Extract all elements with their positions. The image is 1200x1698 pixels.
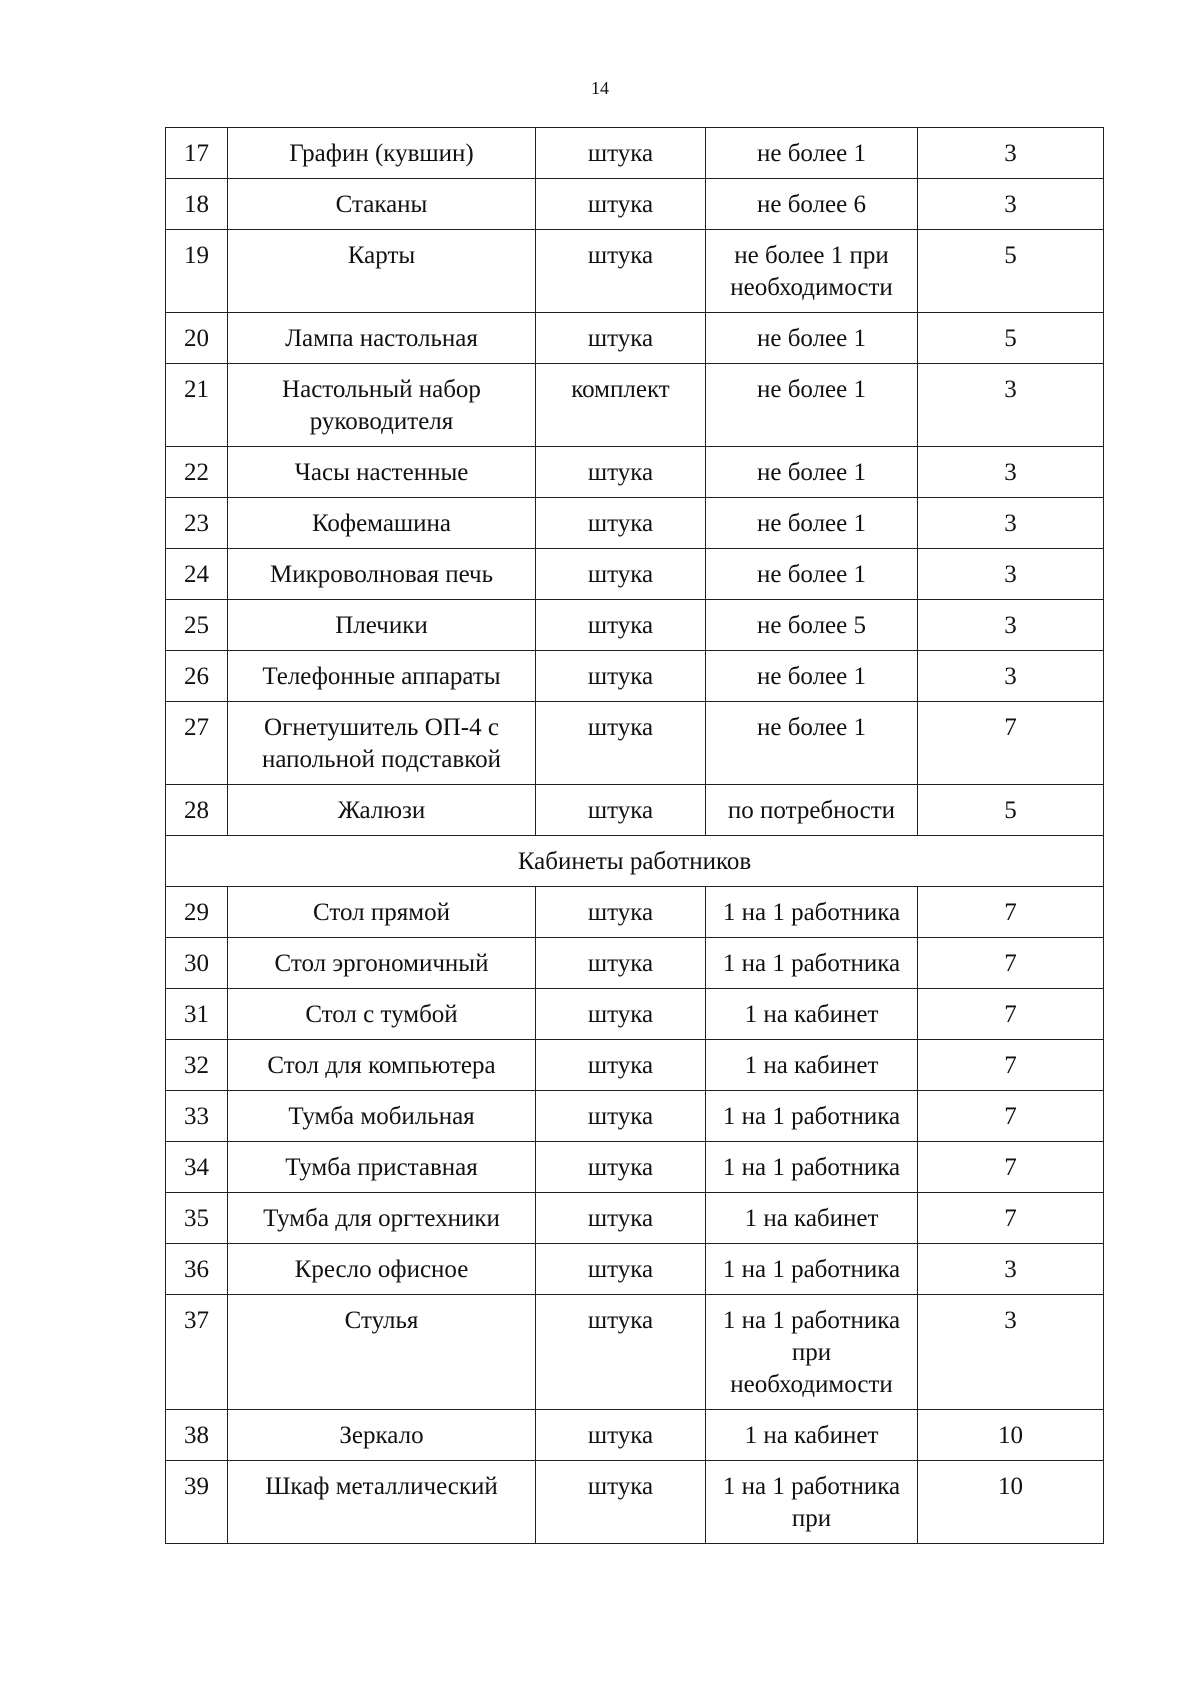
cell-number: 20	[166, 313, 228, 364]
cell-number: 31	[166, 989, 228, 1040]
cell-name: Лампа настольная	[228, 313, 536, 364]
cell-term: 7	[918, 887, 1104, 938]
cell-unit: штука	[536, 1193, 706, 1244]
cell-term: 3	[918, 447, 1104, 498]
cell-quantity: 1 на кабинет	[706, 989, 918, 1040]
cell-unit: штука	[536, 1040, 706, 1091]
table-row	[166, 702, 1104, 785]
cell-number: 33	[166, 1091, 228, 1142]
cell-unit: штука	[536, 989, 706, 1040]
cell-name: Тумба приставная	[228, 1142, 536, 1193]
cell-term: 7	[918, 1091, 1104, 1142]
table-row	[166, 549, 1104, 600]
cell-number: 23	[166, 498, 228, 549]
cell-unit: штука	[536, 498, 706, 549]
cell-unit: штука	[536, 1244, 706, 1295]
cell-term: 3	[918, 549, 1104, 600]
cell-term: 3	[918, 651, 1104, 702]
cell-name: Зеркало	[228, 1410, 536, 1461]
table-row	[166, 651, 1104, 702]
cell-number: 18	[166, 179, 228, 230]
cell-name: Жалюзи	[228, 785, 536, 836]
cell-number: 21	[166, 364, 228, 447]
table-row	[166, 938, 1104, 989]
cell-name: Стулья	[228, 1295, 536, 1410]
cell-quantity: не более 1	[706, 651, 918, 702]
cell-unit: штука	[536, 1142, 706, 1193]
cell-name: Часы настенные	[228, 447, 536, 498]
cell-number: 35	[166, 1193, 228, 1244]
table-row	[166, 785, 1104, 836]
cell-unit: штука	[536, 1091, 706, 1142]
cell-quantity: не более 1	[706, 313, 918, 364]
cell-number: 29	[166, 887, 228, 938]
cell-quantity: не более 6	[706, 179, 918, 230]
cell-number: 25	[166, 600, 228, 651]
cell-name: Стол эргономичный	[228, 938, 536, 989]
table-row	[166, 1040, 1104, 1091]
cell-quantity: не более 1	[706, 364, 918, 447]
cell-quantity: 1 на 1 работника	[706, 938, 918, 989]
cell-name: Графин (кувшин)	[228, 128, 536, 179]
cell-quantity: не более 1	[706, 128, 918, 179]
cell-name: Кресло офисное	[228, 1244, 536, 1295]
cell-unit: штука	[536, 447, 706, 498]
table-row	[166, 128, 1104, 179]
cell-name: Тумба мобильная	[228, 1091, 536, 1142]
table-row	[166, 1244, 1104, 1295]
cell-term: 10	[918, 1410, 1104, 1461]
cell-quantity: 1 на кабинет	[706, 1410, 918, 1461]
cell-quantity: по потребности	[706, 785, 918, 836]
cell-unit: штука	[536, 128, 706, 179]
cell-unit: штука	[536, 549, 706, 600]
table-row	[166, 313, 1104, 364]
table-row	[166, 230, 1104, 313]
cell-quantity: 1 на 1 работника при необходимости	[706, 1295, 918, 1410]
cell-unit: комплект	[536, 364, 706, 447]
table-row	[166, 447, 1104, 498]
table-row	[166, 1295, 1104, 1410]
cell-unit: штука	[536, 1461, 706, 1544]
cell-name: Стаканы	[228, 179, 536, 230]
cell-quantity: 1 на 1 работника	[706, 1091, 918, 1142]
cell-term: 5	[918, 230, 1104, 313]
cell-number: 39	[166, 1461, 228, 1544]
table-row	[166, 887, 1104, 938]
cell-number: 17	[166, 128, 228, 179]
cell-quantity: 1 на 1 работника	[706, 1244, 918, 1295]
cell-name: Стол для компьютера	[228, 1040, 536, 1091]
cell-term: 3	[918, 1295, 1104, 1410]
table-row	[166, 1091, 1104, 1142]
cell-quantity: не более 1	[706, 447, 918, 498]
cell-term: 7	[918, 989, 1104, 1040]
cell-name: Шкаф металлический	[228, 1461, 536, 1544]
cell-number: 28	[166, 785, 228, 836]
cell-quantity: не более 1	[706, 549, 918, 600]
cell-unit: штука	[536, 230, 706, 313]
cell-term: 3	[918, 179, 1104, 230]
table-row	[166, 364, 1104, 447]
cell-name: Микроволновая печь	[228, 549, 536, 600]
cell-name: Стол с тумбой	[228, 989, 536, 1040]
cell-unit: штука	[536, 785, 706, 836]
cell-name: Стол прямой	[228, 887, 536, 938]
section-row	[166, 836, 1104, 887]
cell-unit: штука	[536, 938, 706, 989]
cell-name: Карты	[228, 230, 536, 313]
table-row	[166, 498, 1104, 549]
cell-unit: штука	[536, 313, 706, 364]
cell-quantity: не более 5	[706, 600, 918, 651]
cell-quantity: не более 1	[706, 702, 918, 785]
cell-number: 27	[166, 702, 228, 785]
cell-number: 38	[166, 1410, 228, 1461]
cell-name: Огнетушитель ОП-4 с напольной подставкой	[228, 702, 536, 785]
cell-number: 34	[166, 1142, 228, 1193]
cell-unit: штука	[536, 887, 706, 938]
table-row	[166, 1461, 1104, 1544]
cell-term: 5	[918, 785, 1104, 836]
cell-name: Кофемашина	[228, 498, 536, 549]
cell-name: Настольный набор руководителя	[228, 364, 536, 447]
cell-name: Тумба для оргтехники	[228, 1193, 536, 1244]
cell-unit: штука	[536, 600, 706, 651]
cell-unit: штука	[536, 702, 706, 785]
table-row	[166, 600, 1104, 651]
cell-quantity: не более 1	[706, 498, 918, 549]
cell-term: 3	[918, 128, 1104, 179]
cell-term: 7	[918, 1040, 1104, 1091]
cell-term: 3	[918, 364, 1104, 447]
cell-term: 5	[918, 313, 1104, 364]
cell-number: 26	[166, 651, 228, 702]
table-row	[166, 989, 1104, 1040]
page-number: 14	[591, 78, 609, 98]
cell-unit: штука	[536, 651, 706, 702]
equipment-table	[165, 127, 1104, 1544]
cell-name: Телефонные аппараты	[228, 651, 536, 702]
cell-quantity: 1 на 1 работника	[706, 1142, 918, 1193]
section-title: Кабинеты работников	[166, 836, 1104, 887]
cell-number: 22	[166, 447, 228, 498]
cell-quantity: 1 на кабинет	[706, 1193, 918, 1244]
cell-term: 3	[918, 1244, 1104, 1295]
cell-unit: штука	[536, 1410, 706, 1461]
cell-number: 24	[166, 549, 228, 600]
cell-quantity: 1 на 1 работника	[706, 887, 918, 938]
cell-term: 7	[918, 1193, 1104, 1244]
cell-term: 7	[918, 702, 1104, 785]
cell-term: 7	[918, 938, 1104, 989]
cell-unit: штука	[536, 1295, 706, 1410]
cell-number: 37	[166, 1295, 228, 1410]
cell-name: Плечики	[228, 600, 536, 651]
table-row	[166, 1142, 1104, 1193]
table-row	[166, 179, 1104, 230]
cell-quantity: 1 на кабинет	[706, 1040, 918, 1091]
cell-number: 19	[166, 230, 228, 313]
cell-number: 36	[166, 1244, 228, 1295]
cell-number: 32	[166, 1040, 228, 1091]
cell-term: 7	[918, 1142, 1104, 1193]
table-row	[166, 1410, 1104, 1461]
cell-quantity: 1 на 1 работника при	[706, 1461, 918, 1544]
cell-unit: штука	[536, 179, 706, 230]
cell-term: 3	[918, 600, 1104, 651]
cell-term: 3	[918, 498, 1104, 549]
cell-number: 30	[166, 938, 228, 989]
cell-term: 10	[918, 1461, 1104, 1544]
cell-quantity: не более 1 при необходимости	[706, 230, 918, 313]
table-row	[166, 1193, 1104, 1244]
